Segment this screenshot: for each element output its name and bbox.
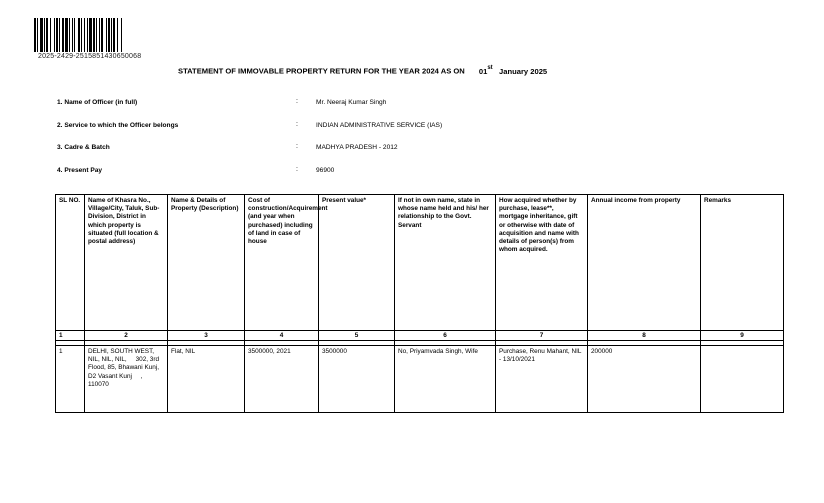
col-header-remarks: Remarks: [701, 195, 784, 331]
col-header-income: Annual income from property: [588, 195, 701, 331]
document-title: [178, 66, 547, 76]
column-number: 1: [56, 331, 85, 341]
column-number: 9: [701, 331, 784, 341]
barcode-number: 2025-2429-2515851430650068: [38, 53, 142, 60]
title-text: STATEMENT OF IMMOVABLE PROPERTY RETURN FOR THE YEAR 2024 AS ON: [178, 66, 465, 76]
col-header-owner: If not in own name, state in whose name held and his/ her relationship to the Govt. Servant: [395, 195, 496, 331]
col-header-location: Name of Khasra No., Village/City, Taluk, Sub-Division, District in which property is situated (full location & postal address): [85, 195, 168, 331]
column-number: 8: [588, 331, 701, 341]
cell-acquired: Purchase, Renu Mahant, NIL - 13/10/2021: [496, 346, 588, 413]
col-header-sl: SL NO.: [56, 195, 85, 331]
col-header-property: Name & Details of Property (Description): [168, 195, 245, 331]
property-table: [55, 194, 784, 413]
cell-location: DELHI, SOUTH WEST, NIL, NIL, NIL, 302, 3rd Flood, 85, Bhawani Kunj, D2 Vasant Kunj , 110070: [85, 346, 168, 413]
field-label-name: 1. Name of Officer (in full): [57, 99, 138, 106]
col-header-cost: Cost of construction/Acquirement (and year when purchased) including of land in case of house: [245, 195, 319, 331]
field-colon: :: [296, 143, 298, 150]
column-number: 3: [168, 331, 245, 341]
cell-present-value: 3500000: [319, 346, 395, 413]
cell-owner: No, Priyamvada Singh, Wife: [395, 346, 496, 413]
column-number: 2: [85, 331, 168, 341]
column-number: 6: [395, 331, 496, 341]
col-header-present-value: Present value*: [319, 195, 395, 331]
column-number-row: [56, 331, 784, 341]
field-label-pay: 4. Present Pay: [57, 167, 103, 174]
cell-cost: 3500000, 2021: [245, 346, 319, 413]
column-number: 4: [245, 331, 319, 341]
date-rest: January 2025: [499, 66, 548, 76]
table-row: [56, 346, 784, 413]
column-number: 7: [496, 331, 588, 341]
field-colon: :: [296, 98, 298, 105]
field-value-name: Mr. Neeraj Kumar Singh: [316, 99, 387, 106]
field-colon: :: [296, 121, 298, 128]
table-header-row: [56, 195, 784, 331]
column-number: 5: [319, 331, 395, 341]
date-day: 01: [478, 66, 488, 76]
cell-income: 200000: [588, 346, 701, 413]
field-value-service: INDIAN ADMINISTRATIVE SERVICE (IAS): [316, 122, 443, 129]
cell-property: Flat, NIL: [168, 346, 245, 413]
cell-sl: 1: [56, 346, 85, 413]
col-header-acquired: How acquired whether by purchase, lease**, mortgage inheritance, gift or otherwise with date of acquisition and name with details of person(s) from whom acquired.: [496, 195, 588, 331]
date-suffix: st: [487, 65, 493, 71]
cell-remarks: [701, 346, 784, 413]
field-label-cadre: 3. Cadre & Batch: [57, 144, 110, 151]
title-date: [479, 67, 547, 76]
field-label-service: 2. Service to which the Officer belongs: [57, 122, 179, 129]
field-value-pay: 96900: [316, 167, 335, 174]
field-colon: :: [296, 166, 298, 173]
barcode: [34, 18, 168, 52]
field-value-cadre: MADHYA PRADESH - 2012: [316, 144, 398, 151]
